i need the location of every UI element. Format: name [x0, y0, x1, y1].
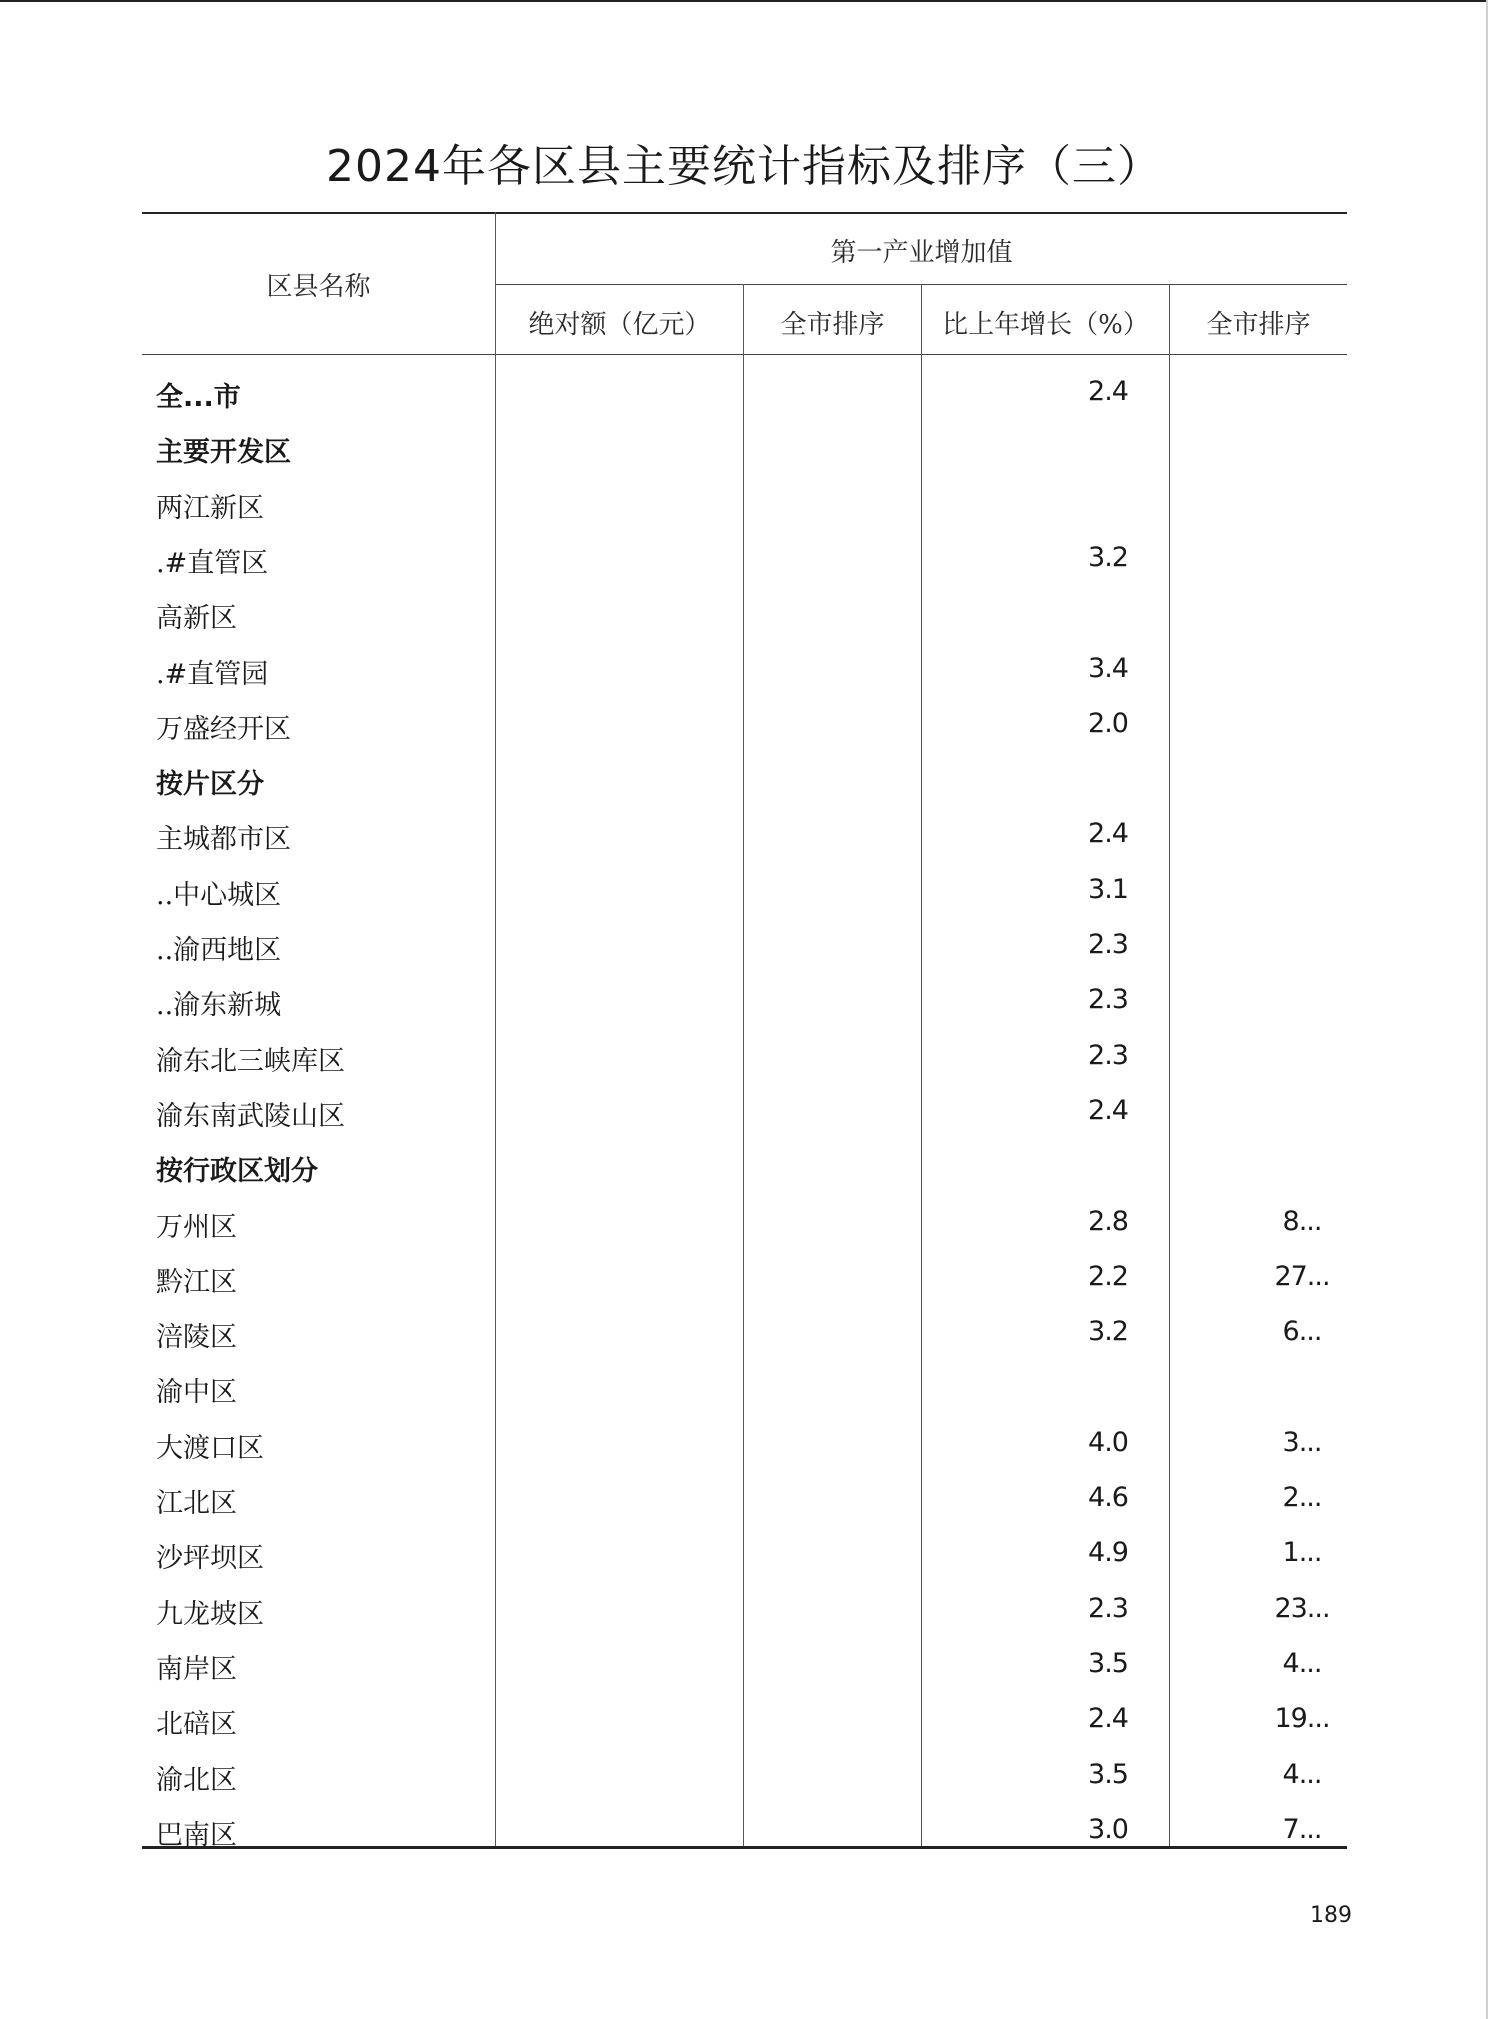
growth-cell: 2.0 [1088, 707, 1128, 739]
table-row [142, 699, 1347, 754]
growth-cell: 3.5 [1088, 1758, 1128, 1790]
header-rank-2: 全市排序 [1206, 310, 1311, 340]
region-name-cell: 万州区 [156, 1211, 237, 1243]
rank-cell: 4... [1282, 1647, 1322, 1679]
table-row [142, 1141, 1347, 1196]
header-rank-1: 全市排序 [780, 310, 885, 340]
growth-cell: 4.6 [1088, 1482, 1128, 1513]
region-name-cell: 九龙坡区 [156, 1598, 264, 1630]
growth-cell: 3.0 [1088, 1813, 1128, 1845]
growth-cell: 3.2 [1088, 541, 1128, 573]
growth-cell: 2.4 [1088, 376, 1128, 407]
region-name-cell: 涪陵区 [156, 1322, 237, 1354]
region-name-cell: 大渡口区 [156, 1432, 264, 1464]
region-name-cell: 黔江区 [156, 1266, 237, 1298]
table-row [142, 975, 1347, 1030]
rank-cell: 1... [1282, 1537, 1322, 1569]
region-name-cell: 高新区 [156, 603, 237, 635]
region-name-cell: 全...市 [156, 382, 241, 413]
rank-cell: 7... [1282, 1813, 1322, 1845]
table-row [142, 478, 1347, 533]
table-row [142, 1639, 1347, 1694]
header-growth: 比上年增长（%） [942, 310, 1149, 340]
growth-cell: 3.4 [1088, 652, 1128, 684]
table-row [142, 809, 1347, 864]
growth-cell: 2.3 [1088, 984, 1128, 1016]
table-row [142, 644, 1347, 699]
table-row [142, 367, 1347, 422]
table-row [142, 1362, 1347, 1417]
growth-cell: 2.3 [1088, 929, 1128, 960]
table-row [142, 754, 1347, 809]
region-name-cell: 按片区分 [156, 769, 264, 801]
table-row [142, 1031, 1347, 1086]
growth-cell: 4.0 [1088, 1426, 1128, 1458]
growth-cell: 2.4 [1088, 818, 1128, 850]
rank-cell: 6... [1282, 1316, 1322, 1348]
rank-cell: 8... [1282, 1205, 1322, 1237]
rank-cell: 23... [1274, 1592, 1330, 1624]
table-row [142, 588, 1347, 643]
region-name-cell: 渝东南武陵山区 [156, 1100, 345, 1132]
table-row [142, 422, 1347, 477]
table-row [142, 1528, 1347, 1583]
header-primary-industry: 第一产业增加值 [830, 238, 1013, 268]
region-name-cell: ..渝东新城 [156, 990, 282, 1022]
table-row [142, 1584, 1347, 1639]
growth-cell: 2.8 [1088, 1205, 1128, 1237]
page-top-border [0, 0, 1488, 2]
region-name-cell: ..渝西地区 [156, 935, 282, 966]
rank-cell: 4... [1282, 1758, 1322, 1790]
region-name-cell: 南岸区 [156, 1653, 237, 1685]
region-name-cell: ..中心城区 [156, 879, 282, 911]
rank-cell: 27... [1274, 1260, 1330, 1292]
region-name-cell: 江北区 [156, 1488, 237, 1519]
rank-cell: 3... [1282, 1426, 1322, 1458]
growth-cell: 2.3 [1088, 1039, 1128, 1071]
table-row [142, 865, 1347, 920]
page-number: 189 [1310, 1903, 1352, 1928]
header-bottom-rule [142, 354, 1347, 355]
growth-cell: 3.1 [1088, 873, 1128, 905]
region-name-cell: 万盛经开区 [156, 713, 291, 745]
table-row [142, 1694, 1347, 1749]
region-name-cell: 巴南区 [156, 1819, 237, 1851]
rank-cell: 19... [1274, 1703, 1330, 1735]
growth-cell: 4.9 [1088, 1537, 1128, 1569]
rank-cell: 2... [1282, 1482, 1322, 1513]
region-name-cell: 北碚区 [156, 1709, 237, 1741]
growth-cell: 2.3 [1088, 1592, 1128, 1624]
table-top-rule [142, 212, 1347, 214]
table-row [142, 1086, 1347, 1141]
region-name-cell: 渝中区 [156, 1377, 237, 1409]
table-row [142, 1252, 1347, 1307]
table-row [142, 1750, 1347, 1805]
table-row [142, 1805, 1347, 1860]
growth-cell: 2.4 [1088, 1703, 1128, 1735]
page-title: 2024年各区县主要统计指标及排序（三） [326, 141, 1162, 192]
region-name-cell: 主要开发区 [156, 437, 291, 469]
growth-cell: 2.4 [1088, 1094, 1128, 1126]
table-row [142, 533, 1347, 588]
region-name-cell: 主城都市区 [156, 824, 291, 856]
header-absolute: 绝对额（亿元） [528, 310, 711, 340]
header-region: 区县名称 [266, 272, 371, 302]
region-name-cell: 两江新区 [156, 492, 264, 524]
growth-cell: 3.5 [1088, 1647, 1128, 1679]
table-row [142, 920, 1347, 975]
region-name-cell: .#直管园 [156, 658, 269, 690]
growth-cell: 2.2 [1088, 1260, 1128, 1292]
region-name-cell: 按行政区划分 [156, 1156, 318, 1188]
region-name-cell: 渝北区 [156, 1764, 237, 1796]
table-row [142, 1473, 1347, 1528]
table-row [142, 1418, 1347, 1473]
table-row [142, 1197, 1347, 1252]
growth-cell: 3.2 [1088, 1316, 1128, 1348]
region-name-cell: 沙坪坝区 [156, 1543, 264, 1575]
region-name-cell: 渝东北三峡库区 [156, 1045, 345, 1077]
table-row [142, 1307, 1347, 1362]
region-name-cell: .#直管区 [156, 547, 269, 579]
